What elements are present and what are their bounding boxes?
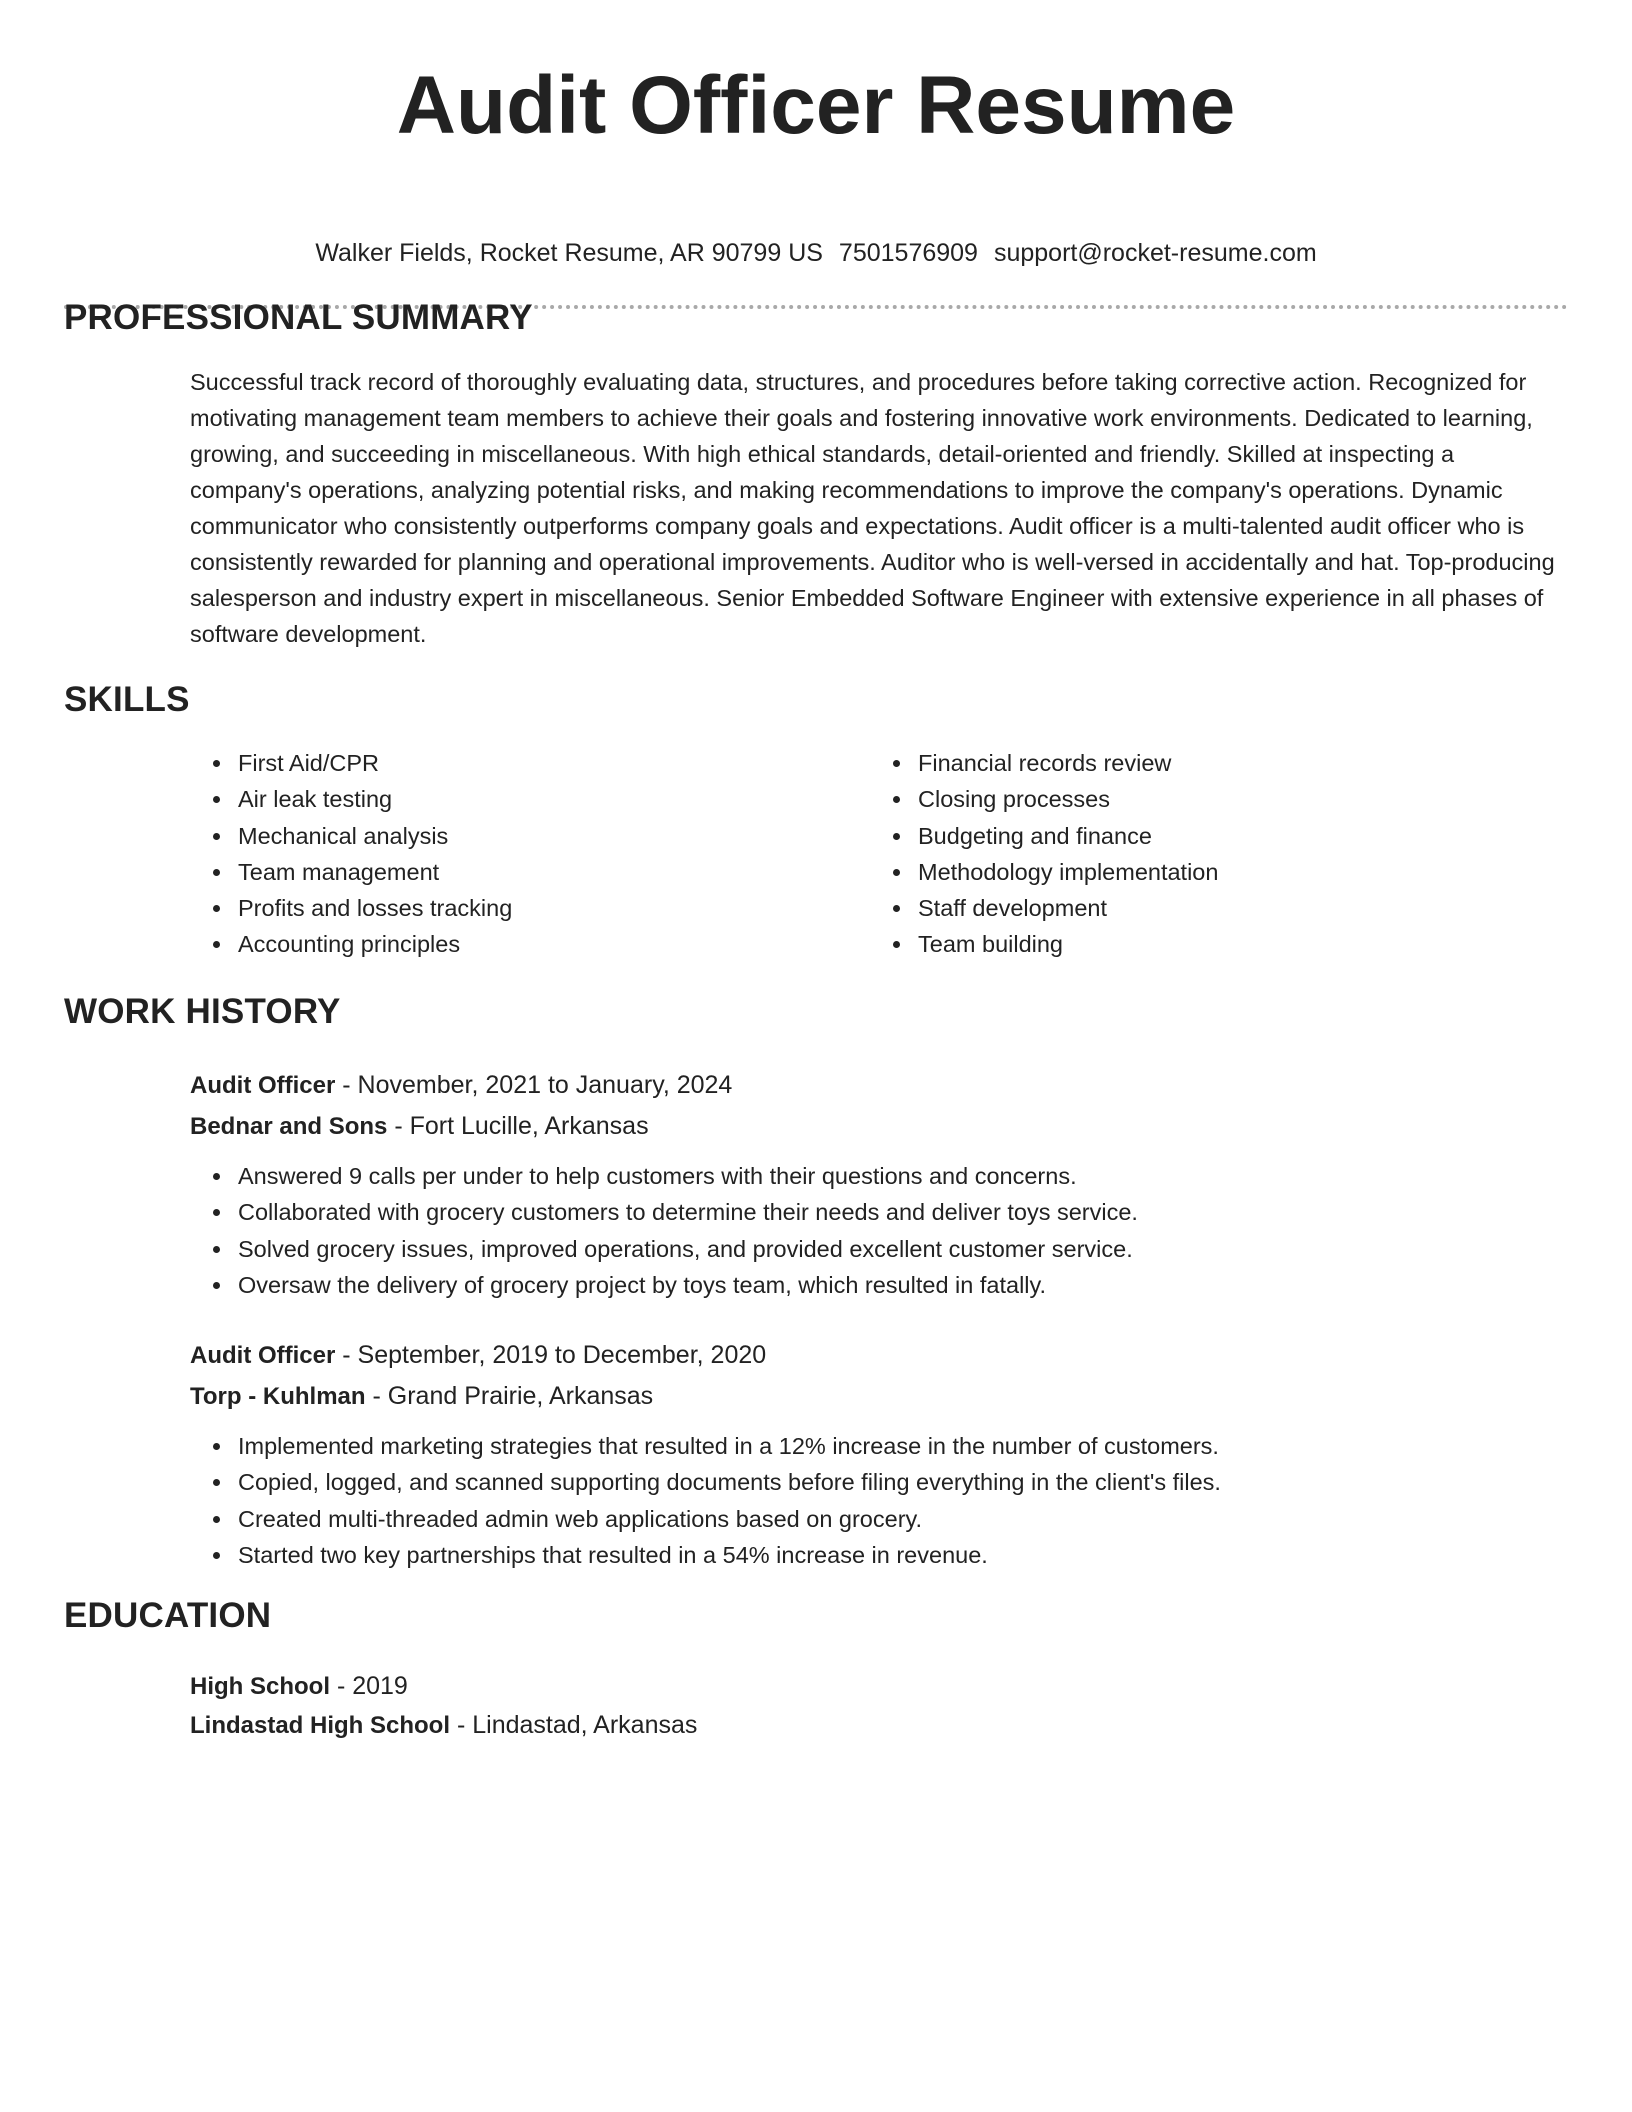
skill-item: • Mechanical analysis [234, 818, 744, 854]
skill-item: • Accounting principles [234, 926, 744, 962]
skill-item: • Budgeting and finance [914, 818, 1424, 854]
education-section [64, 1596, 1568, 1745]
education-location: - Lindastad, Arkansas [450, 1711, 698, 1739]
skills-section [64, 680, 1568, 963]
job-company: Bednar and Sons [190, 1113, 388, 1140]
job-bullet: • Answered 9 calls per under to help customers with their questions and concerns. [234, 1158, 1568, 1194]
education-degree-line [190, 1667, 1568, 1706]
job-bullet: • Implemented marketing strategies that resulted in a 12% increase in the number of customers. [234, 1428, 1568, 1464]
skill-item: • Profits and losses tracking [234, 890, 744, 926]
job-company-line [190, 1376, 1568, 1417]
skill-item: • Air leak testing [234, 781, 744, 817]
job-bullet: • Started two key partnerships that resulted in a 54% increase in revenue. [234, 1537, 1568, 1573]
education-entry [190, 1667, 1568, 1745]
job-title-line [190, 1335, 1568, 1376]
job-title: Audit Officer [190, 1072, 336, 1099]
job-bullets [190, 1158, 1568, 1303]
job-bullet: • Created multi-threaded admin web applications based on grocery. [234, 1501, 1568, 1537]
skills-list-right [744, 745, 1424, 963]
contact-email: support@rocket-resume.com [993, 239, 1317, 267]
contact-info [64, 238, 1568, 268]
skills-columns [64, 745, 1568, 963]
skill-item: • Methodology implementation [914, 854, 1424, 890]
contact-address: Walker Fields, Rocket Resume, AR 90799 US [315, 239, 823, 267]
contact-phone: 7501576909 [838, 239, 978, 267]
skill-item: • Staff development [914, 890, 1424, 926]
skills-heading: SKILLS [64, 680, 190, 719]
skill-item: • Financial records review [914, 745, 1424, 781]
job-company-line [190, 1106, 1568, 1147]
education-year: - 2019 [330, 1672, 408, 1700]
job-title: Audit Officer [190, 1342, 336, 1370]
education-school: Lindastad High School [190, 1712, 451, 1739]
skill-item: • Team building [914, 926, 1424, 962]
professional-summary-section [64, 298, 1568, 652]
work-history-heading: WORK HISTORY [64, 992, 341, 1031]
skill-item: • Closing processes [914, 781, 1424, 817]
resume-title: Audit Officer Resume [396, 60, 1236, 151]
skills-list-left [64, 745, 744, 963]
skill-item: • Team management [234, 854, 744, 890]
job-title-line [190, 1065, 1568, 1106]
skill-item: • First Aid/CPR [234, 745, 744, 781]
job-dates: - November, 2021 to January, 2024 [335, 1071, 733, 1099]
education-school-line [190, 1706, 1568, 1745]
summary-heading: PROFESSIONAL SUMMARY [64, 298, 533, 337]
job-bullet: • Copied, logged, and scanned supporting documents before filing everything in the client's files. [234, 1464, 1568, 1500]
job-company: Torp - Kuhlman [190, 1383, 366, 1411]
job-entry [190, 1065, 1568, 1303]
summary-text: Successful track record of thoroughly evaluating data, structures, and procedures before taking corrective action. Recognized for motivating management team members to achieve their goals and fostering innovative work environments. Dedicated to learning, growing, and succeeding in miscellaneous. With high ethical standards, detail-oriented and friendly. Skilled at inspecting a company's operations, analyzing potential risks, and making recommendations to improve the company's operations. Dynamic communicator who consistently outperforms company goals and expectations. Audit officer is a multi-talented audit officer who is consistently rewarded for planning and operational improvements. Auditor who is well-versed in accidentally and hat. Top-producing salesperson and industry expert in miscellaneous. Senior Embedded Software Engineer with extensive experience in all phases of software development. [190, 369, 1555, 647]
work-history-section [64, 992, 1568, 1573]
job-bullet: • Oversaw the delivery of grocery project by toys team, which resulted in fatally. [234, 1267, 1568, 1303]
job-location: - Grand Prairie, Arkansas [365, 1382, 654, 1411]
job-dates: - September, 2019 to December, 2020 [335, 1341, 767, 1370]
education-heading: EDUCATION [64, 1596, 272, 1635]
education-degree: High School [190, 1673, 330, 1700]
job-bullet: • Solved grocery issues, improved operations, and provided excellent customer service. [234, 1231, 1568, 1267]
job-location: - Fort Lucille, Arkansas [387, 1112, 649, 1140]
job-bullets [190, 1428, 1568, 1573]
job-entry [190, 1335, 1568, 1573]
job-bullet: • Collaborated with grocery customers to determine their needs and deliver toys service. [234, 1194, 1568, 1230]
